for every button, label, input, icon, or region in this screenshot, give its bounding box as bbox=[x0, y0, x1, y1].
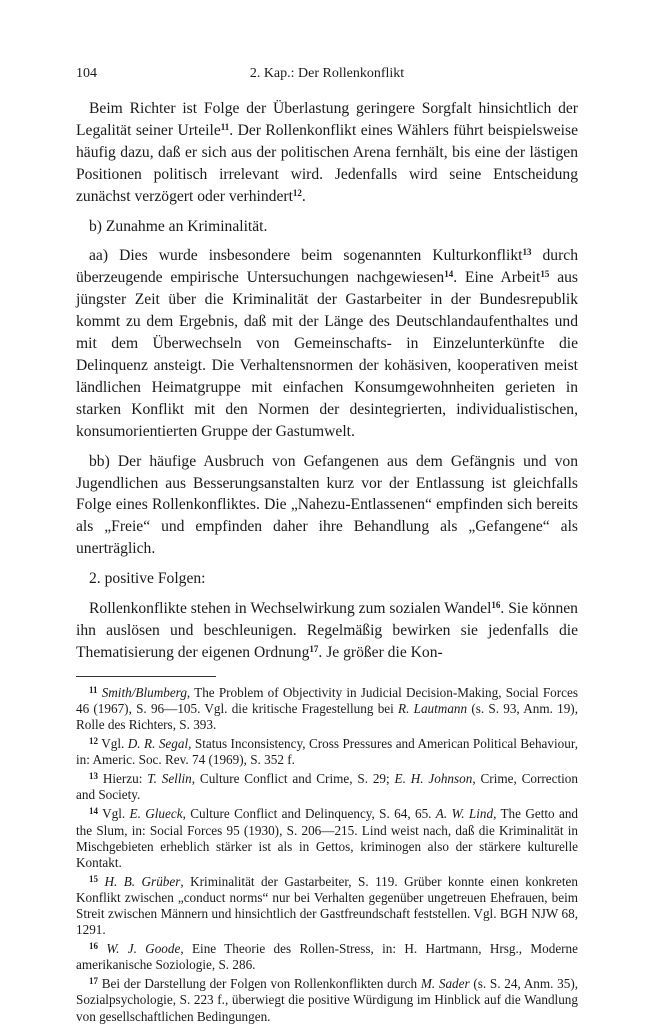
paragraph-richter: Beim Richter ist Folge der Überlastung geringere Sorgfalt hinsichtlich der Legalität seiner Urteile$^{11}$. Der Rollenkonflikt eines Wählers führt beispielsweise häufig dazu, daß er sich aus der politischen Arena fernhält, bis eine der lästigen Positionen politisch irrelevant wird. Jedenfalls wird seine Entscheidung zunächst verzögert oder verhindert$^{12}$. bbox=[76, 100, 578, 205]
running-title: 2. Kap.: Der Rollenkonflikt bbox=[249, 66, 405, 81]
footnote-ref-15[interactable]: 15 bbox=[540, 269, 550, 280]
footnote-17: $^{17}$ Bei der Darstellung der Folgen von Rollenkonflikten durch M. Sader (s. S. 24, Anm. 35), Sozialpsychologie, S. 223 f., überwiegt die positive Würdigung im Hinblick auf die Wandlung von gesellschaftlichen Bedingungen. bbox=[76, 976, 579, 1024]
book-page bbox=[76, 66, 578, 1028]
page-header bbox=[76, 66, 578, 90]
footnote-ref-16[interactable]: 16 bbox=[491, 600, 501, 611]
footnote-ref-12[interactable]: 12 bbox=[292, 187, 302, 198]
paragraph-positive: Rollenkonflikte stehen in Wechselwirkung zum sozialen Wandel$^{16}$. Sie können ihn auslösen und beschleunigen. Regelmäßig bewirken sie jedenfalls die Thematisierung der eigenen Ordnung$^{17}$. Je größer die Kon- bbox=[76, 600, 578, 661]
paragraph-aa: aa) Dies wurde insbesondere beim sogenannten Kulturkonflikt$^{13}$ durch überzeugende empirische Untersuchungen nachgewiesen$^{14}$. Eine Arbeit$^{15}$ aus jüngster Zeit über die Kriminalität der Gastarbeiter in der Bundesrepublik kommt zu dem Ergebnis, daß mit der Länge des Deutschlandaufenthaltes und mit dem Überwechseln von Gemeinschafts- in Einzelunterkünfte die Delinquenz ansteigt. Die Verhaltensnormen der kohäsiven, kooperativen meist ländlichen Heimatgruppe mit einfachen Konsumgewohnheiten gerieten in starken Konflikt mit den Normen der desintegrierten, individualistischen, konsumorientierten Gruppe der Gastumwelt. bbox=[76, 247, 578, 440]
footnote-ref-14[interactable]: 14 bbox=[444, 269, 454, 280]
paragraph-bb: bb) Der häufige Ausbruch von Gefangenen aus dem Gefängnis und von Jugendlichen aus Besserungsanstalten kurz vor der Entlassung ist gleichfalls Folge eines Rollenkonfliktes. Die „Nahezu-Entlassenen“ empfinden sich bereits als „Freie“ und empfinden daher ihre Behandlung als „Gefangene“ als unerträglich. bbox=[76, 452, 578, 558]
section-heading-b: b) Zunahme an Kriminalität. bbox=[89, 217, 268, 235]
footnote-ref-17[interactable]: 17 bbox=[309, 643, 319, 654]
footnote-15: $^{15}$ H. B. Grüber, Kriminalität der Gastarbeiter, S. 119. Grüber konnte einen konkreten Konflikt zwischen „conduct norms“ nur bei Verhalten gegenüber ungetreuen Ehefrauen, beim Streit zwischen Männern und hinsichtlich der Gastfreundschaft feststellen. Vgl. BGH NJW 68, 1291. bbox=[76, 873, 578, 938]
footnote-16: $^{16}$ W. J. Goode, Eine Theorie des Rollen-Stress, in: H. Hartmann, Hrsg., Moderne amerikanische Soziologie, S. 286. bbox=[76, 941, 579, 973]
footnote-11: $^{11}$ Smith/Blumberg, The Problem of Objectivity in Judicial Decision-Making, Social Forces 46 (1967), S. 96—105. Vgl. die kritische Fragestellung bei R. Lautmann (s. S. 93, Anm. 19), Rolle des Richters, S. 393. bbox=[76, 684, 579, 732]
section-heading-2: 2. positive Folgen: bbox=[89, 570, 206, 588]
footnote-14: $^{14}$ Vgl. E. Glueck, Culture Conflict and Delinquency, S. 64, 65. A. W. Lind, The Getto and the Slum, in: Social Forces 95 (1930), S. 206—215. Lind weist nach, daß die Kriminalität in Mischgebieten erheblich stärker ist als in Gettos, kriminogen also der stärkere kulturelle Kontakt. bbox=[76, 806, 579, 870]
footnote-13: $^{13}$ Hierzu: T. Sellin, Culture Conflict and Crime, S. 29; E. H. Johnson, Crime, Correction and Society. bbox=[76, 771, 578, 803]
footnote-ref-13[interactable]: 13 bbox=[522, 247, 532, 258]
footnote-divider bbox=[76, 676, 216, 677]
main-text bbox=[76, 98, 578, 664]
footnotes bbox=[76, 685, 578, 1025]
footnote-ref-11[interactable]: 11 bbox=[220, 121, 230, 132]
page-number: 104 bbox=[76, 66, 97, 81]
footnote-12: $^{12}$ Vgl. D. R. Segal, Status Inconsistency, Cross Pressures and American Political Behaviour, in: Americ. Soc. Rev. 74 (1969), S. 352 f. bbox=[76, 736, 579, 768]
